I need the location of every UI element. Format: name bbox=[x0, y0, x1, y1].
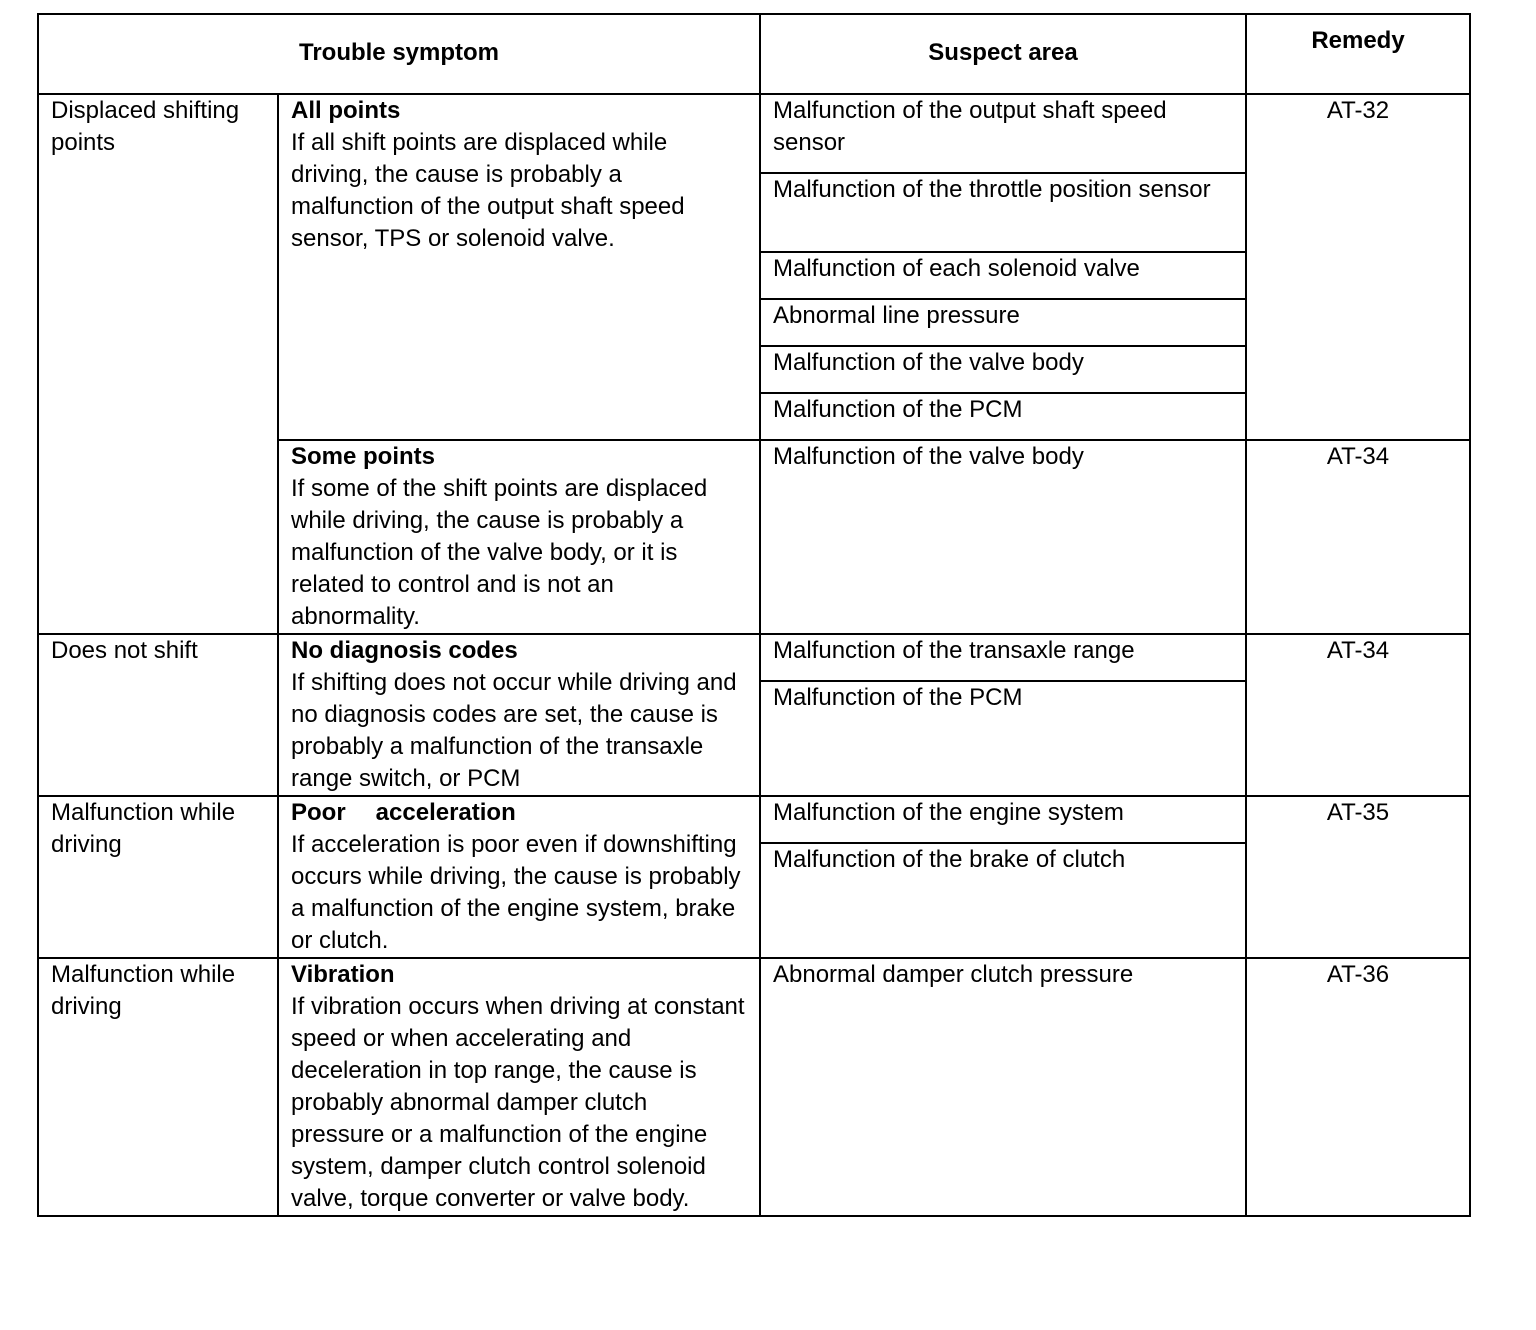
condition-description: If all shift points are displaced while driving, the cause is probably a malfunction of the output shaft speed sensor, TPS or solenoid valve. bbox=[291, 129, 685, 252]
table-row bbox=[38, 94, 1470, 173]
symptom-cell: Malfunction while driving bbox=[38, 796, 278, 958]
table-row bbox=[38, 796, 1470, 843]
suspect-area-cell: Malfunction of the valve body bbox=[760, 440, 1246, 634]
condition-title-part: Poor bbox=[291, 799, 346, 826]
suspect-area-cell: Malfunction of the brake of clutch bbox=[760, 843, 1246, 958]
suspect-area-cell: Malfunction of the engine system bbox=[760, 796, 1246, 843]
condition-description: If some of the shift points are displaced while driving, the cause is probably a malfunction of the valve body, or it is related to control and is not an abnormality. bbox=[291, 475, 708, 630]
condition-description: If acceleration is poor even if downshifting occurs while driving, the cause is probably a malfunction of the engine system, brake or clutch. bbox=[291, 831, 741, 954]
suspect-area-cell: Malfunction of the throttle position sensor bbox=[760, 173, 1246, 252]
header-row bbox=[38, 14, 1470, 94]
condition-cell bbox=[278, 634, 760, 796]
table-row bbox=[38, 958, 1470, 1216]
symptom-cell: Does not shift bbox=[38, 634, 278, 796]
suspect-area-cell: Malfunction of the valve body bbox=[760, 346, 1246, 393]
suspect-area-cell: Abnormal damper clutch pressure bbox=[760, 958, 1246, 1216]
suspect-area-cell: Malfunction of the transaxle range bbox=[760, 634, 1246, 681]
suspect-area-cell: Malfunction of the PCM bbox=[760, 393, 1246, 440]
condition-title bbox=[291, 797, 747, 829]
condition-cell bbox=[278, 440, 760, 634]
condition-title: Vibration bbox=[291, 961, 395, 988]
remedy-cell: AT-32 bbox=[1246, 94, 1470, 440]
remedy-cell: AT-36 bbox=[1246, 958, 1470, 1216]
condition-description: If shifting does not occur while driving and no diagnosis codes are set, the cause is probably a malfunction of the transaxle range switch, or PCM bbox=[291, 669, 737, 792]
suspect-area-cell: Malfunction of the PCM bbox=[760, 681, 1246, 796]
condition-description: If vibration occurs when driving at constant speed or when accelerating and deceleration in top range, the cause is probably abnormal damper clutch pressure or a malfunction of the engine system, damper clutch control solenoid valve, torque converter or valve body. bbox=[291, 993, 745, 1212]
header-trouble-symptom: Trouble symptom bbox=[38, 14, 760, 94]
condition-cell bbox=[278, 796, 760, 958]
symptom-cell: Malfunction while driving bbox=[38, 958, 278, 1216]
suspect-area-cell: Malfunction of the output shaft speed sensor bbox=[760, 94, 1246, 173]
suspect-area-cell: Abnormal line pressure bbox=[760, 299, 1246, 346]
condition-title: All points bbox=[291, 97, 401, 124]
header-remedy: Remedy bbox=[1246, 14, 1470, 94]
remedy-cell: AT-35 bbox=[1246, 796, 1470, 958]
condition-title: Some points bbox=[291, 443, 436, 470]
remedy-cell: AT-34 bbox=[1246, 634, 1470, 796]
suspect-area-cell: Malfunction of each solenoid valve bbox=[760, 252, 1246, 299]
symptom-cell: Displaced shifting points bbox=[38, 94, 278, 634]
table-row bbox=[38, 634, 1470, 681]
condition-cell bbox=[278, 94, 760, 440]
header-suspect-area: Suspect area bbox=[760, 14, 1246, 94]
remedy-cell: AT-34 bbox=[1246, 440, 1470, 634]
condition-title-part: acceleration bbox=[375, 799, 516, 826]
condition-title: No diagnosis codes bbox=[291, 637, 518, 664]
trouble-symptom-table bbox=[37, 13, 1471, 1217]
condition-cell bbox=[278, 958, 760, 1216]
